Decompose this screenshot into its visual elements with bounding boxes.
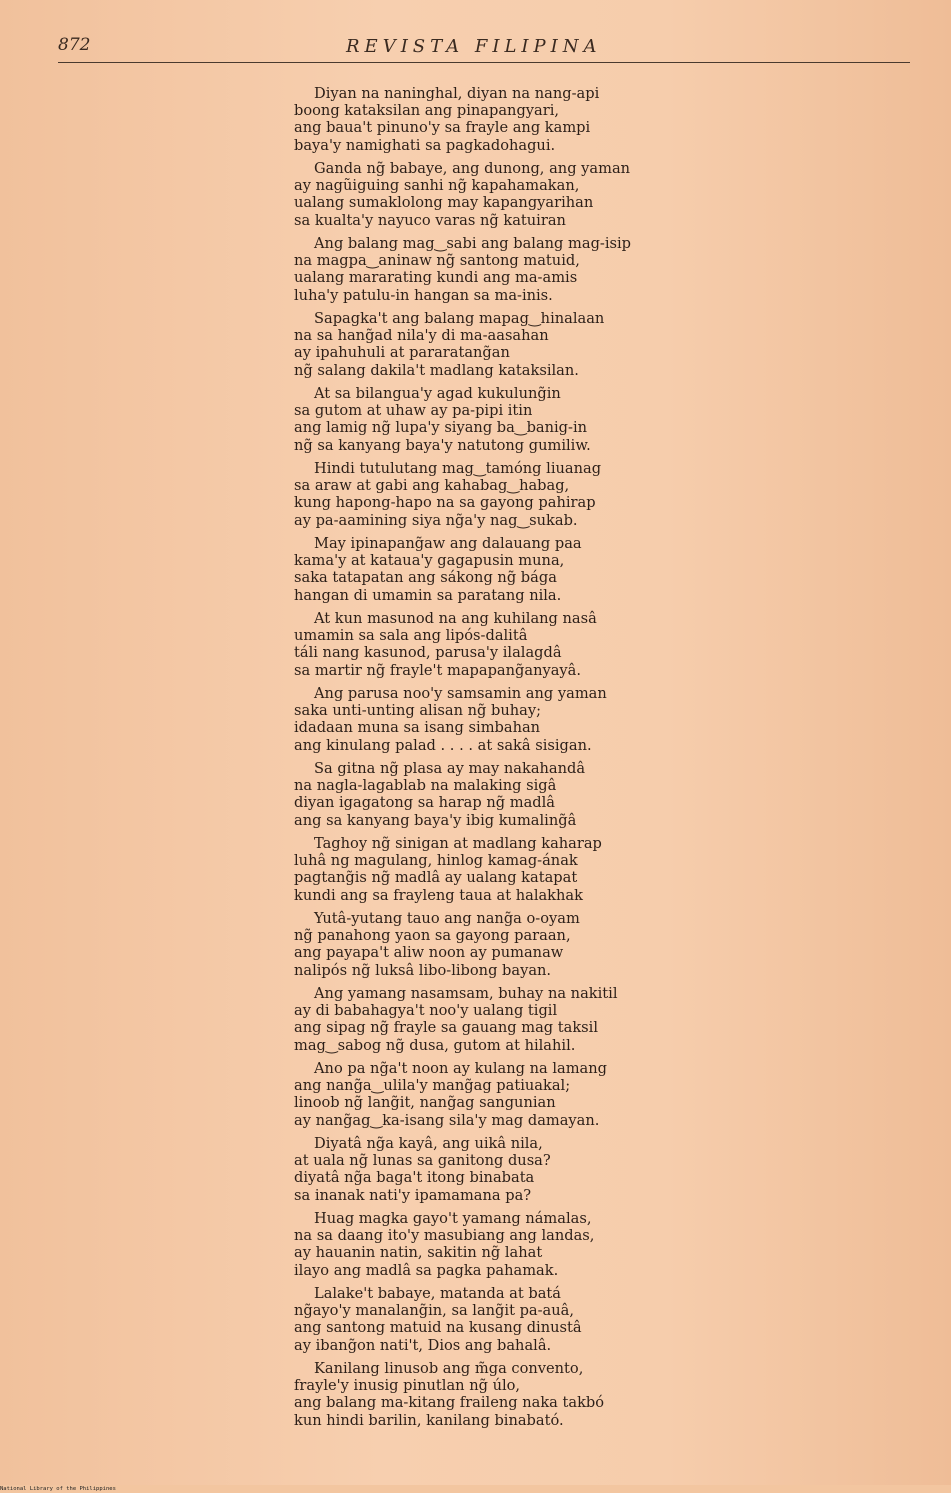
verse-line: sa gutom at uhaw ay pa-pipi itin	[294, 402, 533, 420]
verse-line: nalipós ng̃ luksâ libo-libong bayan.	[294, 961, 552, 979]
verse-line: Ang yamang nasamsam, buhay na nakitil	[314, 985, 618, 1002]
verse-line: frayle'y inusig pinutlan ng̃ úlo,	[294, 1377, 521, 1395]
stanza	[280, 460, 700, 529]
stanza	[280, 160, 700, 229]
stanza	[280, 985, 700, 1054]
verse-line: saka tatapatan ang sákong ng̃ bága	[294, 569, 557, 587]
verse-line: umamin sa sala ang lipós-dalitâ	[294, 627, 528, 645]
verse-line: ay hauanin natin, sakitin ng̃ lahat	[294, 1244, 543, 1262]
stanza	[280, 835, 700, 904]
verse-line: ng̃ sa kanyang baya'y natutong gumiliw.	[294, 436, 591, 454]
page-number: 872	[58, 35, 91, 55]
verse-line: ay ipahuhuli at pararatang̃an	[294, 344, 510, 362]
verse-line: Kanilang linusob ang m̃ga convento,	[314, 1360, 584, 1377]
verse-line: ng̃ayo'y manalang̃in, sa lang̃it pa-auâ,	[294, 1302, 574, 1320]
verse-line: kama'y at kataua'y gagapusin muna,	[294, 552, 565, 570]
running-title: REVISTA FILIPINA	[346, 36, 602, 57]
stanza	[280, 1210, 700, 1279]
stanza	[280, 85, 700, 154]
page-header	[58, 32, 910, 63]
verse-line: Huag magka gayo't yamang námalas,	[314, 1210, 592, 1227]
verse-line: Ganda ng̃ babaye, ang dunong, ang yaman	[314, 160, 631, 177]
verse-line: na sa hang̃ad nila'y di ma-aasahan	[294, 327, 549, 345]
verse-line: na nagla-lagablab na malaking sigâ	[294, 777, 557, 795]
verse-line: baya'y namighati sa pagkadohagui.	[294, 136, 556, 154]
verse-line: sa araw at gabi ang kahabag‿habag,	[294, 477, 570, 495]
verse-line: ay ibang̃on nati't, Dios ang bahalâ.	[294, 1336, 552, 1354]
verse-line: diyan igagatong sa harap ng̃ madlâ	[294, 794, 555, 812]
verse-line: ilayo ang madlâ sa pagka pahamak.	[294, 1261, 559, 1279]
verse-line: At sa bilangua'y agad kukulung̃in	[314, 385, 561, 402]
verse-line: ang balang ma-kitang fraileng naka takbó	[294, 1394, 605, 1412]
verse-line: Sa gitna ng̃ plasa ay may nakahandâ	[314, 760, 586, 777]
verse-line: Sapagka't ang balang mapag‿hinalaan	[314, 310, 605, 327]
stanza	[280, 1360, 700, 1429]
verse-line: Taghoy ng̃ sinigan at madlang kaharap	[314, 835, 602, 852]
verse-line: mag‿sabog ng̃ dusa, gutom at hilahil.	[294, 1036, 576, 1054]
verse-line: sa inanak nati'y ipamamana pa?	[294, 1186, 532, 1204]
verse-line: ang nang̃a‿ulila'y mang̃ag patiuakal;	[294, 1077, 571, 1095]
stanza	[280, 1285, 700, 1354]
stanza	[280, 1060, 700, 1129]
verse-line: sa martir ng̃ frayle't mapapang̃anyayâ.	[294, 661, 582, 679]
stanza	[280, 235, 700, 304]
verse-line: kung hapong-hapo na sa gayong pahirap	[294, 494, 596, 512]
verse-line: ang sipag ng̃ frayle sa gauang mag taksil	[294, 1019, 599, 1037]
verse-line: táli nang kasunod, parusa'y ilalagdâ	[294, 644, 562, 662]
verse-line: luha'y patulu-in hangan sa ma-inis.	[294, 286, 553, 304]
verse-line: May ipinapang̃aw ang dalauang paa	[314, 535, 582, 552]
verse-line: kun hindi barilin, kanilang binabató.	[294, 1411, 564, 1429]
stanza	[280, 1135, 700, 1204]
stanza	[280, 685, 700, 754]
verse-line: ay nang̃ag‿ka-isang sila'y mag damayan.	[294, 1111, 600, 1129]
verse-line: diyatâ ng̃a baga't itong binabata	[294, 1169, 535, 1187]
verse-line: pagtang̃is ng̃ madlâ ay ualang katapat	[294, 869, 578, 887]
verse-line: Diyan na naninghal, diyan na nang-api	[314, 85, 600, 102]
verse-line: na sa daang ito'y masubiang ang landas,	[294, 1227, 595, 1245]
verse-line: ualang sumaklolong may kapangyarihan	[294, 194, 594, 212]
stanza	[280, 385, 700, 454]
verse-line: Yutâ-yutang tauo ang nang̃a o-oyam	[314, 910, 580, 927]
verse-line: ualang mararating kundi ang ma-amis	[294, 269, 578, 287]
stanza	[280, 535, 700, 604]
library-credit: National Library of the Philippines	[0, 1486, 116, 1492]
verse-line: luhâ ng magulang, hinlog kamag-ának	[294, 852, 578, 870]
verse-line: na magpa‿aninaw ng̃ santong matuid,	[294, 252, 580, 270]
verse-line: ay nagũiguing sanhi ng̃ kapahamakan,	[294, 177, 580, 195]
verse-line: ang sa kanyang baya'y ibig kumaling̃â	[294, 811, 577, 829]
verse-line: Ang balang mag‿sabi ang balang mag-isip	[314, 235, 632, 252]
stanza	[280, 910, 700, 979]
verse-line: ng̃ panahong yaon sa gayong paraan,	[294, 927, 571, 945]
verse-line: ang lamig ng̃ lupa'y siyang ba‿banig-in	[294, 419, 588, 437]
verse-line: Ang parusa noo'y samsamin ang yaman	[314, 685, 607, 702]
verse-line: at uala ng̃ lunas sa ganitong dusa?	[294, 1152, 551, 1170]
verse-line: hangan di umamin sa paratang nila.	[294, 586, 562, 604]
verse-line: At kun masunod na ang kuhilang nasâ	[314, 610, 597, 627]
verse-line: Ano pa ng̃a't noon ay kulang na lamang	[314, 1060, 607, 1077]
poem-body	[280, 85, 700, 1435]
verse-line: linoob ng̃ lang̃it, nang̃ag sangunian	[294, 1094, 556, 1112]
verse-line: Hindi tutulutang mag‿tamóng liuanag	[314, 460, 602, 477]
verse-line: ng̃ salang dakila't madlang kataksilan.	[294, 361, 579, 379]
verse-line: Diyatâ ng̃a kayâ, ang uikâ nila,	[314, 1135, 543, 1152]
verse-line: kundi ang sa frayleng taua at halakhak	[294, 886, 583, 904]
stanza	[280, 610, 700, 679]
verse-line: Lalake't babaye, matanda at batá	[314, 1285, 561, 1302]
verse-line: sa kualta'y nayuco varas ng̃ katuiran	[294, 211, 566, 229]
verse-line: ay di babahagya't noo'y ualang tigil	[294, 1002, 558, 1020]
verse-line: boong kataksilan ang pinapangyari,	[294, 102, 560, 120]
verse-line: ang kinulang palad . . . . at sakâ sisigan.	[294, 736, 592, 754]
verse-line: ang payapa't aliw noon ay pumanaw	[294, 944, 564, 962]
stanza	[280, 310, 700, 379]
verse-line: ang baua't pinuno'y sa frayle ang kampi	[294, 119, 591, 137]
verse-line: idadaan muna sa isang simbahan	[294, 719, 541, 737]
verse-line: saka unti-unting alisan ng̃ buhay;	[294, 702, 541, 720]
verse-line: ay pa-aamining siya ng̃a'y nag‿sukab.	[294, 511, 578, 529]
verse-line: ang santong matuid na kusang dinustâ	[294, 1319, 582, 1337]
stanza	[280, 760, 700, 829]
